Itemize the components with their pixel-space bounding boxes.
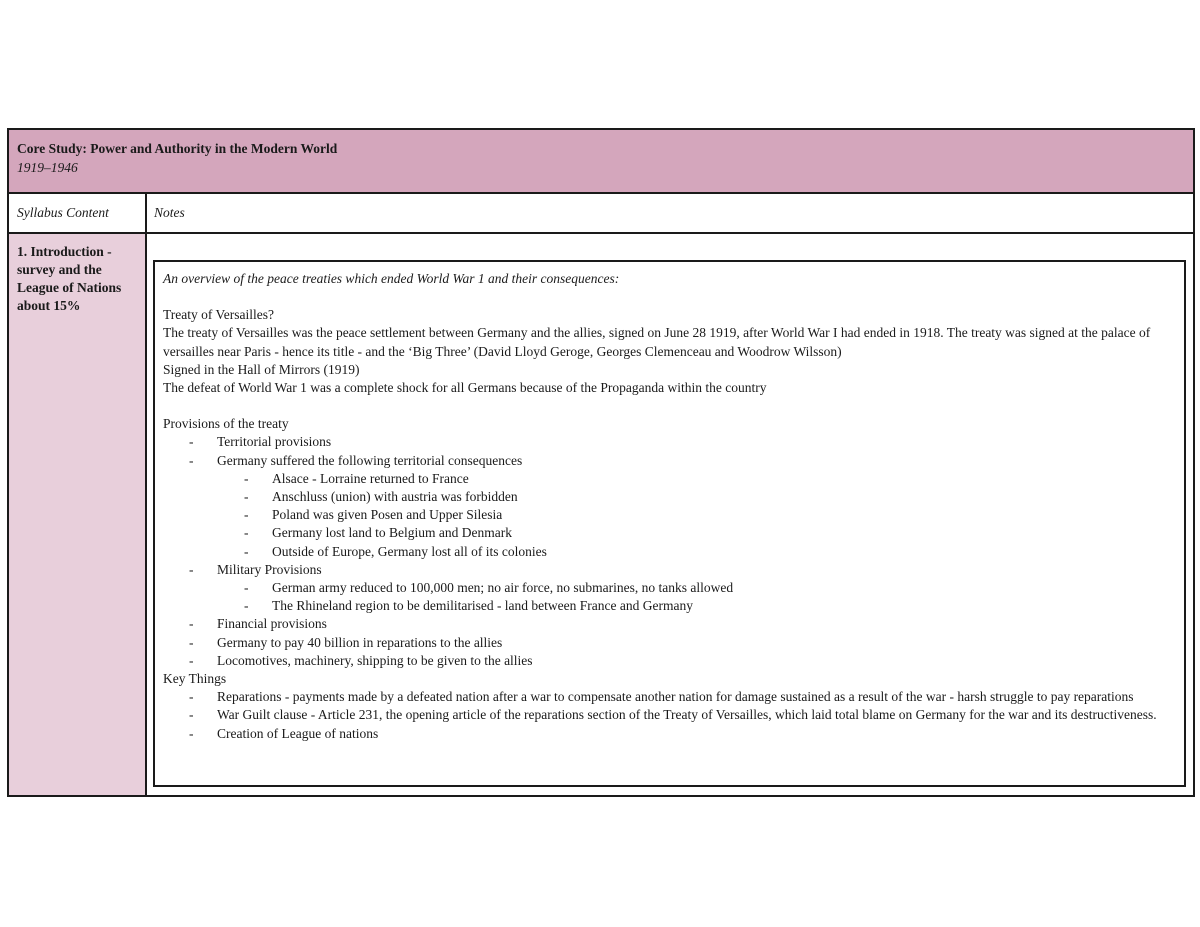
list-item: - Germany to pay 40 billion in reparations to the allies xyxy=(163,634,1177,652)
key-things-heading: Key Things xyxy=(163,671,227,687)
bullet-dash: - xyxy=(244,470,249,486)
bullet-dash: - xyxy=(189,452,194,468)
notes-label: Notes xyxy=(154,205,185,220)
list-item: - Territorial provisions xyxy=(163,433,1177,451)
syllabus-content-label: Syllabus Content xyxy=(9,194,147,232)
bullet-dash: - xyxy=(244,543,249,559)
list-item: - War Guilt clause - Article 231, the opening article of the reparations section of the Treaty of Versailles, which laid total blame on Germany for the war and its destructiveness. xyxy=(163,706,1177,724)
date-range: 1919–1946 xyxy=(17,160,78,175)
notes-cell xyxy=(147,234,1193,795)
list-item: - Locomotives, machinery, shipping to be given to the allies xyxy=(163,652,1177,670)
bullet-dash: - xyxy=(244,580,249,596)
versailles-text: The treaty of Versailles was the peace settlement between Germany and the allies, signed on June 28 1919, after World War I had ended in 1918. The treaty was signed at the palace of versailles near Paris - hence its title - and the ‘Big Three’ (David Lloyd Geroge, Georges Clemenceau and Woodrow Wilsson) xyxy=(163,325,1151,359)
table-header xyxy=(9,130,1193,194)
list-item: - Military Provisions xyxy=(163,561,1177,579)
column-labels-row xyxy=(9,194,1193,234)
bullet-dash: - xyxy=(244,507,249,523)
bullet-dash: - xyxy=(189,634,194,650)
list-item: - Germany suffered the following territorial consequences xyxy=(163,452,1177,470)
bullet-dash: - xyxy=(244,598,249,614)
bullet-dash: - xyxy=(189,652,194,668)
page-title: Core Study: Power and Authority in the Modern World xyxy=(17,141,338,156)
bullet-dash: - xyxy=(189,707,194,723)
list-item: - The Rhineland region to be demilitarised - land between France and Germany xyxy=(163,597,1177,615)
notes-box xyxy=(153,260,1186,787)
list-item: - Financial provisions xyxy=(163,615,1177,633)
bullet-dash: - xyxy=(189,434,194,450)
bullet-dash: - xyxy=(189,725,194,741)
bullet-dash: - xyxy=(189,561,194,577)
notes-table xyxy=(7,128,1195,797)
bullet-dash: - xyxy=(244,525,249,541)
list-item: - Creation of League of nations xyxy=(163,725,1177,743)
list-item: - German army reduced to 100,000 men; no air force, no submarines, no tanks allowed xyxy=(163,579,1177,597)
provisions-heading: Provisions of the treaty xyxy=(163,416,289,432)
bullet-dash: - xyxy=(244,489,249,505)
section-title: 1. Introduction - survey and the League of Nations about 15% xyxy=(9,234,147,795)
list-item: - Anschluss (union) with austria was forbidden xyxy=(163,488,1177,506)
list-item: - Alsace - Lorraine returned to France xyxy=(163,470,1177,488)
defeat-shock-text: The defeat of World War 1 was a complete shock for all Germans because of the Propaganda within the country xyxy=(163,380,767,396)
hall-of-mirrors-text: Signed in the Hall of Mirrors (1919) xyxy=(163,361,360,377)
content-row xyxy=(9,234,1193,795)
bullet-dash: - xyxy=(189,689,194,705)
list-item: - Reparations - payments made by a defeated nation after a war to compensate another nation for damage sustained as a result of the war - harsh struggle to pay reparations xyxy=(163,688,1177,706)
list-item: - Poland was given Posen and Upper Silesia xyxy=(163,506,1177,524)
intro-text: An overview of the peace treaties which ended World War 1 and their consequences: xyxy=(163,271,620,286)
list-item: - Outside of Europe, Germany lost all of its colonies xyxy=(163,543,1177,561)
versailles-heading: Treaty of Versailles? xyxy=(163,307,274,323)
bullet-dash: - xyxy=(189,616,194,632)
list-item: - Germany lost land to Belgium and Denmark xyxy=(163,524,1177,542)
